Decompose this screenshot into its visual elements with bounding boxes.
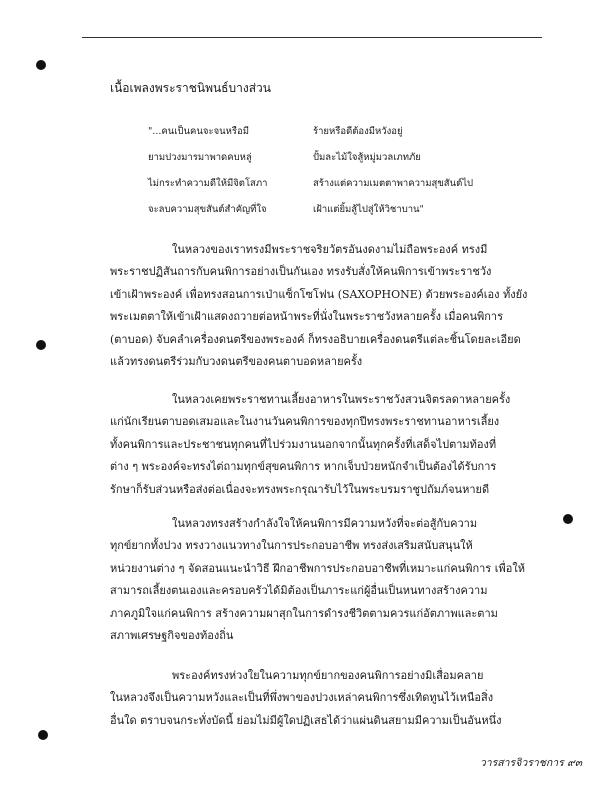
text-line: ภาคภูมิใจแก่คนพิการ สร้างความผาสุกในการดำรงชีวิตตามควรแก่อัตภาพและตาม bbox=[110, 606, 498, 620]
poem-row bbox=[148, 150, 488, 176]
paragraph-3 bbox=[110, 513, 542, 647]
text-line: ทั้งคนพิการและประชาชนทุกคนที่ไปร่วมงานนอกจากนั้นทุกครั้งที่เสด็จไปตามท้องที่ bbox=[110, 437, 497, 451]
text-line: (ตาบอด) จับคลำเครื่องดนตรีของพระองค์ ก็ทรงอธิบายเครื่องดนตรีแต่ละชิ้นโดยละเอียด bbox=[110, 332, 521, 346]
punch-hole-4 bbox=[38, 730, 48, 740]
poem-verse: ไม่กระทำความดีให้มีจิตโสภา bbox=[148, 178, 268, 189]
text-line: ต่าง ๆ พระองค์จะทรงไต่ถามทุกข์สุขคนพิการ หากเจ็บป่วยหนักจำเป็นต้องได้รับการ bbox=[110, 460, 497, 474]
text-line: แล้วทรงดนตรีร่วมกับวงดนตรีของคนตาบอดหลายครั้ง bbox=[110, 355, 363, 369]
text-line: พระเมตตาให้เข้าเฝ้าแสดงถวายต่อหน้าพระที่นั่งในพระราชวังหลายครั้ง เมื่อคนพิการ bbox=[110, 310, 503, 324]
text-line: เข้าเฝ้าพระองค์ เพื่อทรงสอนการเป่าแซ็กโซโฟน (SAXOPHONE) ด้วยพระองค์เอง ทั้งยัง bbox=[110, 287, 528, 301]
text-line: ในหลวงจึงเป็นความหวังและเป็นที่พึ่งพาของปวงเหล่าคนพิการซึ่งเทิดทูนไว้เหนือสิ่ง bbox=[110, 691, 494, 705]
text-line: พระองค์ทรงห่วงใยในความทุกข์ยากของคนพิการอย่างมิเสื่อมคลาย bbox=[172, 669, 484, 682]
poem-verse: สร้างแต่ความเมตตาพาความสุขสันต์ไป bbox=[313, 178, 474, 189]
text-line: แก่นักเรียนตาบอดเสมอและในงานวันคนพิการของทุกปีทรงพระราชทานอาหารเลี้ยง bbox=[110, 415, 500, 429]
poem-verse: ยามปวงมารมาพาดคบหลู่ bbox=[148, 152, 252, 163]
poem-verse: เฝ้าแต่ยิ้มสู้ไปสู่ให้วิชาบาน" bbox=[313, 204, 424, 215]
paragraph-4 bbox=[110, 665, 542, 732]
poem-row bbox=[148, 176, 488, 202]
poem-verse: ปั้มละไม้ใจสู้หมู่มวลเภทภัย bbox=[313, 152, 421, 163]
text-line: หน่วยงานต่าง ๆ จัดสอนแนะนำวิธี ฝึกอาชีพการประกอบอาชีพที่เหมาะแก่คนพิการ เพื่อให้ bbox=[110, 561, 525, 575]
paragraph-1 bbox=[110, 239, 542, 373]
text-line: ในหลวงของเราทรงมีพระราชจริยวัตรอันงดงามไม่ถือพระองค์ ทรงมี bbox=[172, 243, 488, 256]
text-line: รักษาก็รับส่วนหรือส่งต่อเนื่องจะทรงพระกรุณารับไว้ในพระบรมราชูปถัมภ์จนหายดี bbox=[110, 482, 490, 496]
text-line: ทุกข์ยากทั้งปวง ทรงวางแนวทางในการประกอบอาชีพ ทรงส่งเสริมสนับสนุนให้ bbox=[110, 539, 473, 553]
text-line: สามารถเลี้ยงตนเองและครอบครัวได้มิต้องเป็นภาระแก่ผู้อื่นเป็นหนทางสร้างความ bbox=[110, 584, 488, 598]
poem-row bbox=[148, 124, 488, 150]
paragraph-2 bbox=[110, 389, 542, 501]
poem-row bbox=[148, 202, 488, 228]
poem-verse: จะลบความสุขสันต์สำคัญที่ใจ bbox=[148, 204, 267, 215]
text-line: ในหลวงเคยพระราชทานเลี้ยงอาหารในพระราชวังสวนจิตรลดาหลายครั้ง bbox=[172, 393, 511, 406]
text-line: สภาพเศรษฐกิจของท้องถิ่น bbox=[110, 629, 234, 643]
text-line: อื่นใด ตราบจนกระทั่งบัดนี้ ย่อมไม่มีผู้ใดปฏิเสธได้ว่าแผ่นดินสยามมีความเป็นอันหนึ่ง bbox=[110, 713, 502, 727]
punch-hole-2 bbox=[36, 340, 46, 350]
top-rule bbox=[82, 37, 542, 38]
text-line: ในหลวงทรงสร้างกำลังใจให้คนพิการมีความหวังที่จะต่อสู้กับความ bbox=[172, 517, 478, 530]
text-line: พระราชปฏิสันถารกับคนพิการอย่างเป็นกันเอง ทรงรับสั่งให้คนพิการเข้าพระราชวัง bbox=[110, 265, 492, 279]
punch-hole-3 bbox=[563, 514, 573, 524]
poem-block bbox=[148, 124, 488, 228]
poem-verse: ร้ายหรือดีต้องมีหวังอยู่ bbox=[313, 126, 403, 137]
page-footer: วารสารจิวราชการ ๙๓ bbox=[479, 757, 582, 769]
section-heading: เนื้อเพลงพระราชนิพนธ์บางส่วน bbox=[110, 81, 271, 95]
punch-hole-1 bbox=[36, 60, 46, 70]
poem-verse: "...คนเป็นคนจะจนหรือมี bbox=[148, 126, 249, 137]
